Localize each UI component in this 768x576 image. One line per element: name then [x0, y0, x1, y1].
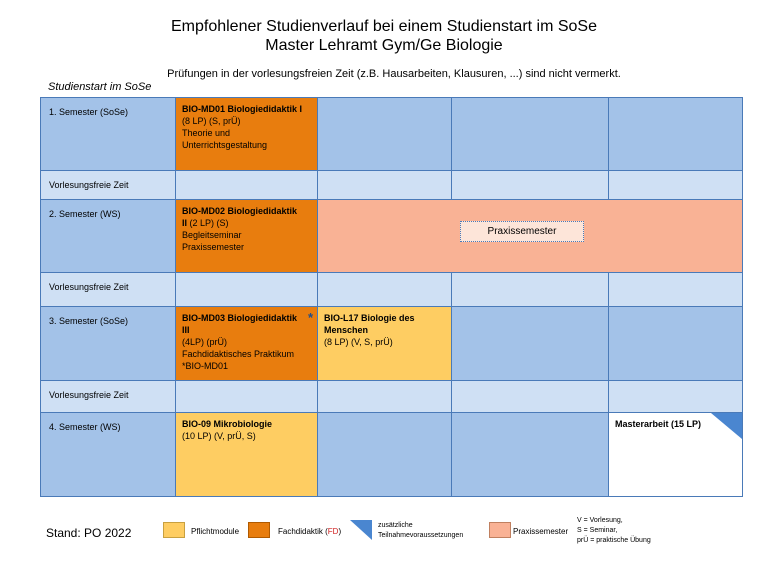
empty-cell	[451, 272, 609, 307]
empty-cell	[608, 97, 743, 171]
empty-cell	[608, 170, 743, 200]
legend-zusaetzlich-label: zusätzliche Teilnahmevoraussetzungen	[378, 522, 464, 539]
module-bio-md03[interactable]: BIO-MD03 Biologiedidaktik III (4LP) (prÜ) Fachdidaktisches Praktikum *BIO-MD01	[175, 306, 318, 381]
empty-cell	[175, 170, 318, 200]
empty-cell	[608, 380, 743, 413]
row-label-sem1: 1. Semester (SoSe)	[40, 97, 176, 171]
empty-cell	[451, 380, 609, 413]
legend-praxis-label: Praxissemester	[513, 527, 569, 536]
empty-cell	[451, 97, 609, 171]
praxissemester-label: Praxissemester	[460, 221, 584, 242]
row-label-vf1: Vorlesungsfreie Zeit	[40, 170, 176, 200]
exam-note: Prüfungen in der vorlesungsfreien Zeit (z.B. Hausarbeiten, Klausuren, ...) sind nicht vermerkt.	[167, 68, 621, 80]
module-masterarbeit[interactable]: Masterarbeit (15 LP)	[608, 412, 743, 497]
legend-abbreviations: V = Vorlesung, S = Seminar, prÜ = praktische Übung	[577, 517, 651, 544]
module-bio-l17[interactable]: BIO-L17 Biologie des Menschen (8 LP) (V, S, prÜ)	[317, 306, 452, 381]
legend-fd-label: Fachdidaktik (FD)	[278, 527, 342, 536]
empty-cell	[175, 380, 318, 413]
empty-cell	[317, 272, 452, 307]
legend-praxis-swatch	[489, 522, 511, 538]
empty-cell	[451, 412, 609, 497]
module-bio-md01[interactable]: BIO-MD01 Biologiedidaktik I (8 LP) (S, prÜ) Theorie und Unterrichtsgestaltung	[175, 97, 318, 171]
legend-pflicht-label: Pflichtmodule	[191, 527, 240, 536]
prerequisite-star: *	[308, 310, 314, 325]
module-bio-md02[interactable]: BIO-MD02 Biologiedidaktik II (2 LP) (S) Begleitseminar Praxissemester	[175, 199, 318, 273]
empty-cell	[608, 306, 743, 381]
empty-cell	[451, 306, 609, 381]
stand-label: Stand: PO 2022	[46, 526, 132, 540]
prerequisite-corner-icon	[711, 413, 742, 439]
empty-cell	[317, 380, 452, 413]
row-label-sem3: 3. Semester (SoSe)	[40, 306, 176, 381]
legend-fd-swatch	[248, 522, 270, 538]
row-label-sem2: 2. Semester (WS)	[40, 199, 176, 273]
empty-cell	[317, 97, 452, 171]
row-label-sem4: 4. Semester (WS)	[40, 412, 176, 497]
legend-pflicht-swatch	[163, 522, 185, 538]
empty-cell	[608, 272, 743, 307]
row-label-vf2: Vorlesungsfreie Zeit	[40, 272, 176, 307]
row-label-vf3: Vorlesungsfreie Zeit	[40, 380, 176, 413]
empty-cell	[317, 412, 452, 497]
page-title: Empfohlener Studienverlauf bei einem Studienstart im SoSe	[170, 18, 597, 35]
legend-prerequisite-icon	[350, 520, 372, 540]
empty-cell	[175, 272, 318, 307]
empty-cell	[317, 170, 452, 200]
empty-cell	[451, 170, 609, 200]
grid-label: Studienstart im SoSe	[48, 81, 152, 93]
page-subtitle: Master Lehramt Gym/Ge Biologie	[265, 37, 503, 54]
module-bio-09[interactable]: BIO-09 Mikrobiologie (10 LP) (V, prÜ, S)	[175, 412, 318, 497]
